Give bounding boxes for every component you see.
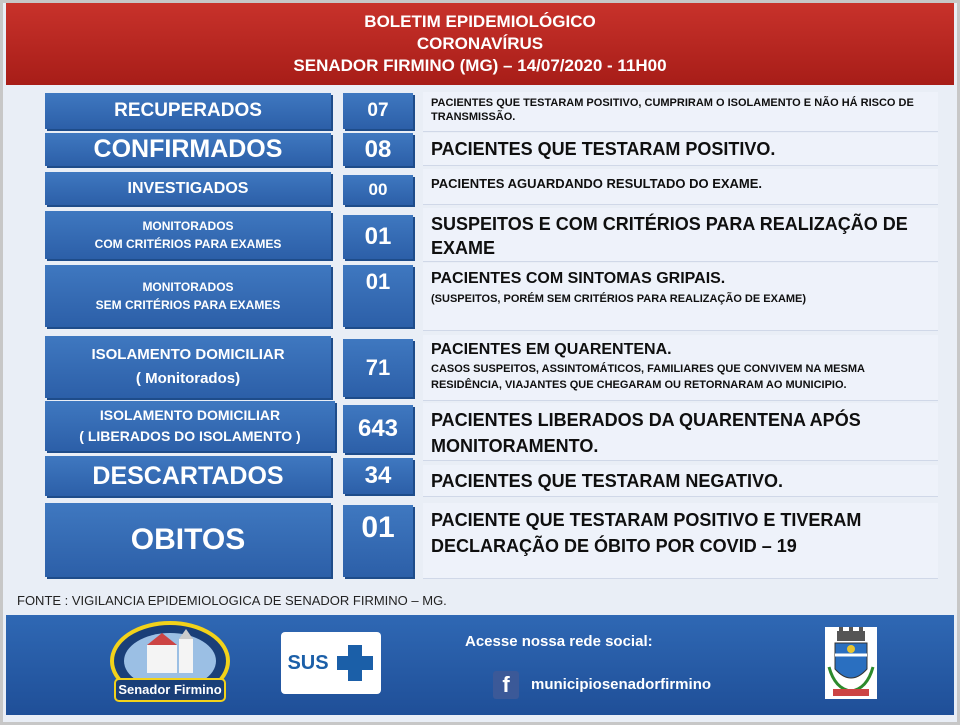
- coat-of-arms-emblem: [825, 627, 877, 699]
- row-count: 08: [364, 135, 392, 163]
- count-isolamento-monitorados: [343, 339, 413, 397]
- row-description: PACIENTES QUE TESTARAM POSITIVO.: [431, 139, 776, 159]
- count-confirmados: [343, 133, 413, 166]
- row-count: 34: [364, 462, 392, 489]
- row-label: ISOLAMENTO DOMICILIAR: [91, 346, 285, 363]
- desc-descartados: [423, 465, 938, 497]
- row-count: 643: [357, 415, 399, 442]
- row-description: PACIENTES EM QUARENTENA.: [431, 341, 672, 358]
- desc-investigados: [423, 169, 938, 205]
- sus-logo: [281, 632, 381, 694]
- desc-monitorados-com-criterios: [423, 208, 938, 262]
- desc-monitorados-sem-criterios: [423, 263, 938, 331]
- prefeitura-seal-logo: [107, 621, 233, 707]
- label-obitos: [45, 503, 331, 577]
- facebook-handle-link[interactable]: municipiosenadorfirmino: [531, 676, 712, 693]
- row-description-sub: (SUSPEITOS, PORÉM SEM CRITÉRIOS PARA REALIZAÇÃO DE EXAME): [431, 293, 807, 305]
- row-label: ISOLAMENTO DOMICILIAR: [99, 407, 281, 423]
- row-description: PACIENTES QUE TESTARAM NEGATIVO.: [431, 471, 784, 491]
- row-label: OBITOS: [130, 523, 246, 556]
- label-descartados: [45, 456, 331, 496]
- header-location-date: SENADOR FIRMINO (MG) – 14/07/2020 - 11H00: [293, 56, 667, 75]
- row-label: MONITORADOS: [142, 280, 234, 294]
- header-subtitle: CORONAVÍRUS: [416, 34, 544, 53]
- label-monitorados-com-criterios: [45, 211, 331, 259]
- label-recuperados: [45, 93, 331, 129]
- count-monitorados-sem-criterios: [343, 265, 413, 327]
- label-isolamento-monitorados: [45, 336, 331, 398]
- row-label-sub: ( Monitorados): [135, 370, 241, 387]
- row-label-sub: COM CRITÉRIOS PARA EXAMES: [94, 237, 282, 251]
- desc-recuperados: [423, 92, 938, 132]
- row-description: PACIENTES QUE TESTARAM POSITIVO, CUMPRIRAM O ISOLAMENTO E NÃO HÁ RISCO DE TRANSMISSÃO.: [431, 97, 914, 123]
- header-title: BOLETIM EPIDEMIOLÓGICO: [364, 12, 596, 31]
- sus-cross-icon: [335, 643, 375, 683]
- row-label: DESCARTADOS: [92, 461, 284, 490]
- row-description: PACIENTES LIBERADOS DA QUARENTENA APÓS MONITORAMENTO.: [431, 410, 861, 456]
- count-obitos: [343, 505, 413, 577]
- count-investigados: [343, 175, 413, 205]
- row-label: MONITORADOS: [142, 219, 234, 233]
- label-confirmados: [45, 133, 331, 166]
- row-description: PACIENTES AGUARDANDO RESULTADO DO EXAME.: [431, 176, 763, 191]
- sus-label: SUS: [287, 651, 329, 674]
- social-title: Acesse nossa rede social:: [465, 633, 653, 650]
- source-note: FONTE : VIGILANCIA EPIDEMIOLOGICA DE SENADOR FIRMINO – MG.: [17, 593, 447, 608]
- label-isolamento-liberados: [45, 401, 335, 451]
- label-monitorados-sem-criterios: [45, 265, 331, 327]
- label-investigados: [45, 172, 331, 205]
- count-descartados: [343, 458, 413, 494]
- row-description: SUSPEITOS E COM CRITÉRIOS PARA REALIZAÇÃO DE EXAME: [431, 214, 908, 258]
- row-label-sub: ( LIBERADOS DO ISOLAMENTO ): [79, 428, 301, 444]
- count-monitorados-com-criterios: [343, 215, 413, 259]
- row-count: 71: [365, 355, 391, 380]
- desc-isolamento-monitorados: [423, 335, 938, 401]
- count-isolamento-liberados: [343, 405, 413, 453]
- row-label-sub: SEM CRITÉRIOS PARA EXAMES: [95, 298, 281, 312]
- desc-isolamento-liberados: [423, 403, 938, 461]
- row-label: RECUPERADOS: [114, 100, 262, 121]
- seal-name: Senador Firmino: [118, 682, 222, 697]
- row-count: 01: [361, 511, 395, 544]
- desc-obitos: [423, 503, 938, 579]
- row-description: PACIENTES COM SINTOMAS GRIPAIS.: [431, 270, 726, 287]
- facebook-icon[interactable]: f: [493, 671, 519, 699]
- desc-confirmados: [423, 133, 938, 166]
- row-label: INVESTIGADOS: [127, 179, 249, 197]
- row-count: 07: [367, 100, 389, 121]
- row-count: 01: [364, 223, 392, 250]
- row-description-sub: CASOS SUSPEITOS, ASSINTOMÁTICOS, FAMILIARES QUE CONVIVEM NA MESMA RESIDÊNCIA, VIAJANTES QUE CHEGARAM OU RETORNARAM AO MUNICIPIO.: [431, 363, 865, 391]
- count-recuperados: [343, 93, 413, 129]
- row-count: 00: [368, 180, 388, 199]
- row-count: 01: [365, 269, 391, 294]
- bulletin-header: [6, 3, 954, 85]
- row-description: PACIENTE QUE TESTARAM POSITIVO E TIVERAM DECLARAÇÃO DE ÓBITO POR COVID – 19: [431, 510, 862, 556]
- row-label: CONFIRMADOS: [93, 135, 283, 163]
